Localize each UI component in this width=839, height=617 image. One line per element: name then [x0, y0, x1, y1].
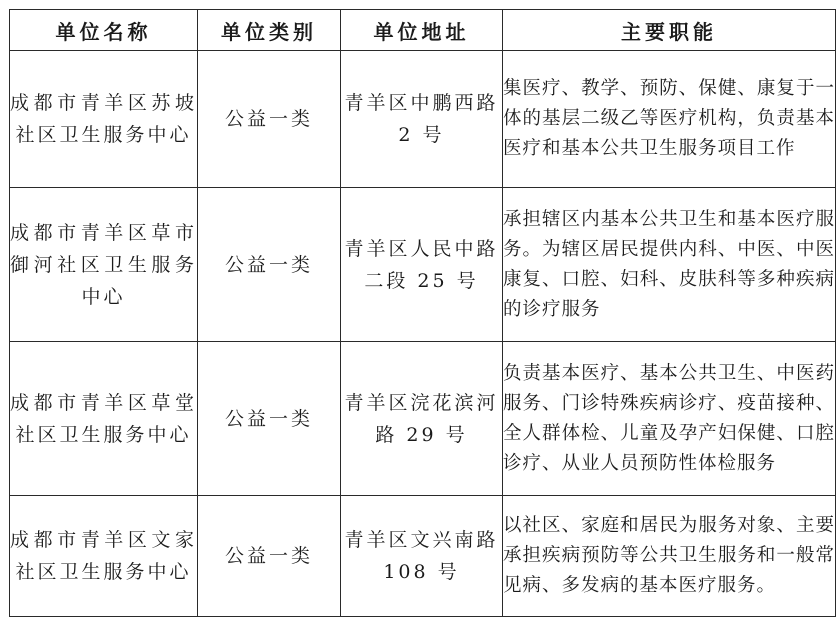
unit-name-cell: 成都市青羊区文家社区卫生服务中心: [10, 496, 198, 617]
table-row: [10, 496, 836, 617]
table-row: [10, 51, 836, 188]
unit-name-cell: 成都市青羊区草市御河社区卫生服务中心: [10, 188, 198, 342]
unit-type-cell: 公益一类: [198, 496, 341, 617]
header-main-function: 主要职能: [503, 10, 836, 51]
unit-type-cell: 公益一类: [198, 51, 341, 188]
unit-type-cell: 公益一类: [198, 342, 341, 496]
unit-address-cell: 青羊区人民中路二段 25 号: [341, 188, 503, 342]
unit-address-cell: 青羊区文兴南路 108 号: [341, 496, 503, 617]
units-table: [9, 9, 836, 617]
main-function-cell: 集医疗、教学、预防、保健、康复于一体的基层二级乙等医疗机构，负责基本医疗和基本公共卫生服务项目工作: [503, 51, 836, 188]
header-unit-type: 单位类别: [198, 10, 341, 51]
unit-address-cell: 青羊区浣花滨河路 29 号: [341, 342, 503, 496]
main-function-cell: 承担辖区内基本公共卫生和基本医疗服务。为辖区居民提供内科、中医、中医康复、口腔、妇科、皮肤科等多种疾病的诊疗服务: [503, 188, 836, 342]
unit-name-cell: 成都市青羊区草堂社区卫生服务中心: [10, 342, 198, 496]
header-row: [10, 10, 836, 51]
unit-name-cell: 成都市青羊区苏坡社区卫生服务中心: [10, 51, 198, 188]
main-function-cell: 负责基本医疗、基本公共卫生、中医药服务、门诊特殊疾病诊疗、疫苗接种、全人群体检、儿童及孕产妇保健、口腔诊疗、从业人员预防性体检服务: [503, 342, 836, 496]
header-unit-address: 单位地址: [341, 10, 503, 51]
main-function-cell: 以社区、家庭和居民为服务对象、主要承担疾病预防等公共卫生服务和一般常见病、多发病的基本医疗服务。: [503, 496, 836, 617]
unit-address-cell: 青羊区中鹏西路 2 号: [341, 51, 503, 188]
table-row: [10, 188, 836, 342]
table-row: [10, 342, 836, 496]
header-unit-name: 单位名称: [10, 10, 198, 51]
unit-type-cell: 公益一类: [198, 188, 341, 342]
